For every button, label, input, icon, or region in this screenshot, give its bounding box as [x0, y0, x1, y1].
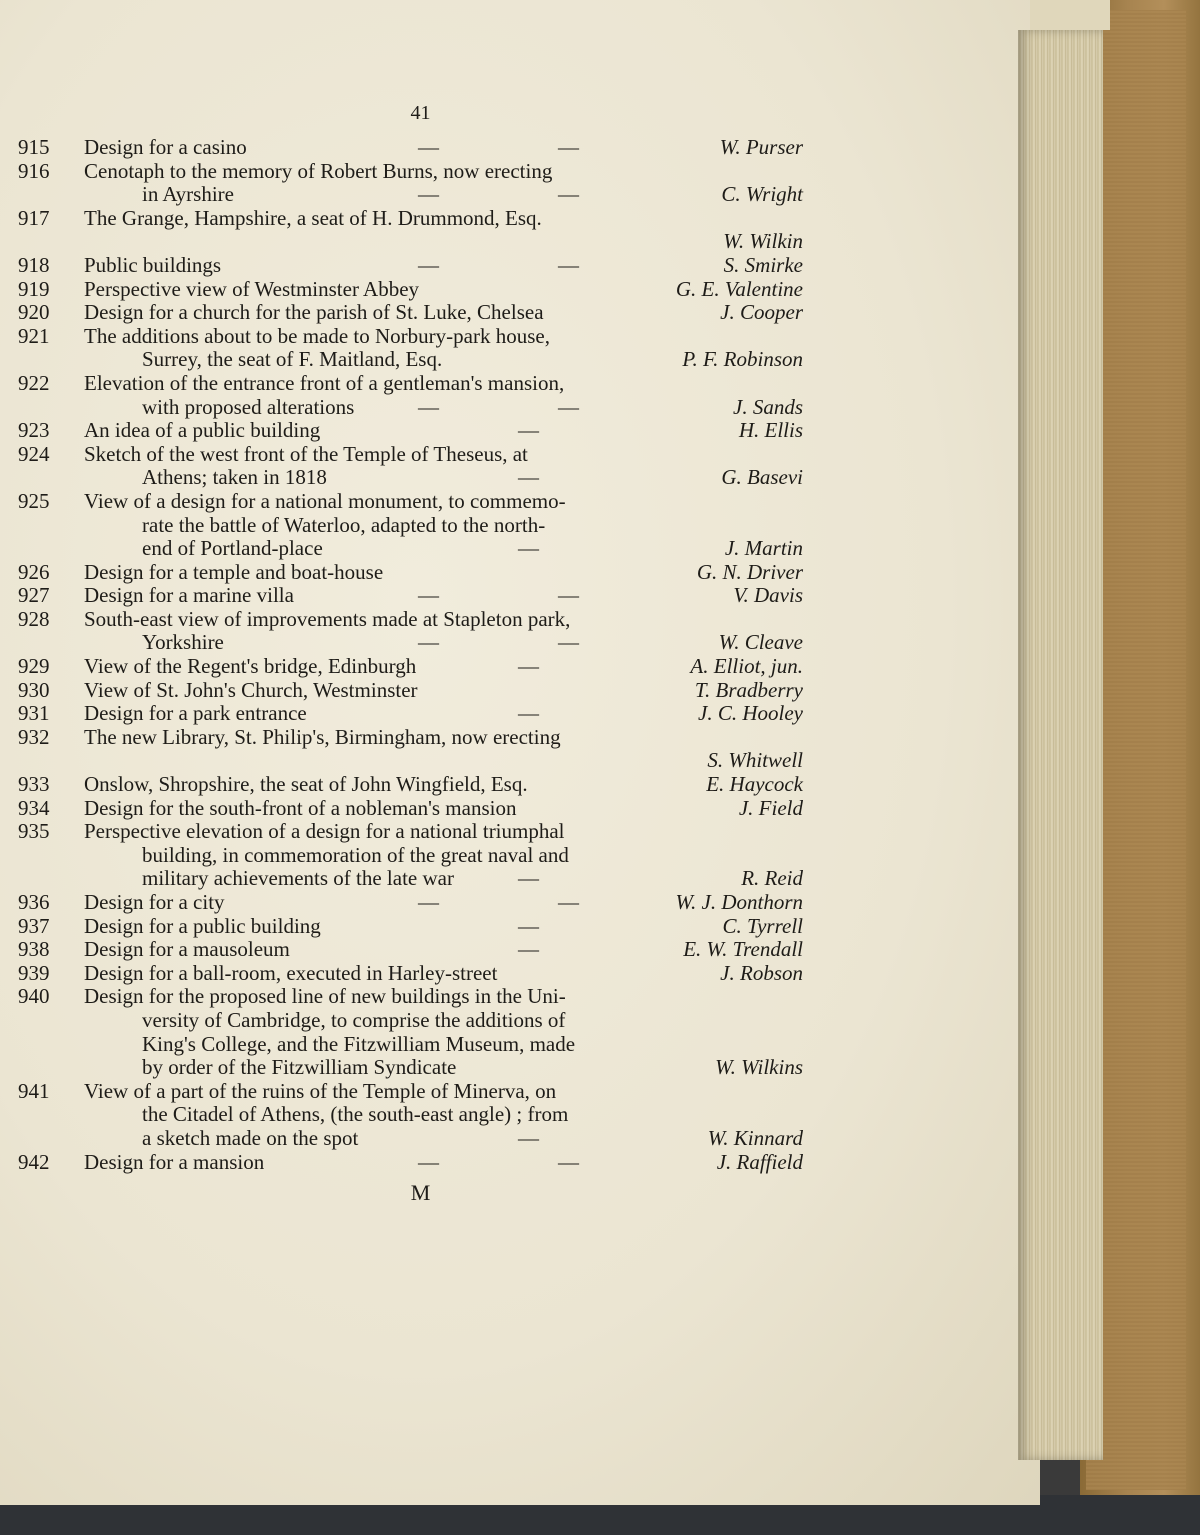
catalogue-text: [18, 100, 803, 1208]
leader-dash: —: [518, 465, 539, 490]
catalogue-line: [18, 891, 803, 915]
leader-dash: —: [518, 866, 539, 891]
entry-title: Design for a park entrance: [84, 701, 307, 726]
entry-number: 930: [18, 677, 50, 702]
entry-title: The Grange, Hampshire, a seat of H. Drummond, Esq.: [84, 205, 542, 230]
catalogue-line: [18, 915, 803, 939]
entry-number: 940: [18, 984, 50, 1009]
entry-number: 924: [18, 441, 50, 466]
entry-artist: W. Kinnard: [707, 1125, 803, 1150]
catalogue-line: [18, 584, 803, 608]
entry-title: a sketch made on the spot: [142, 1125, 359, 1150]
entry-title: Design for a mansion: [84, 1149, 265, 1174]
entry-title: building, in commemoration of the great naval and: [142, 842, 569, 867]
entry-artist: W. Wilkins: [715, 1055, 803, 1080]
entry-artist: C. Tyrrell: [722, 913, 803, 938]
entry-number: 934: [18, 795, 50, 820]
entry-title: end of Portland-place: [142, 536, 323, 561]
catalogue-line: [18, 230, 803, 254]
entry-title: The new Library, St. Philip's, Birmingham, now erecting: [84, 724, 561, 749]
leader-dash: —: [518, 1125, 539, 1150]
entry-artist: J. Raffield: [716, 1149, 803, 1174]
entry-title: View of St. John's Church, Westminster: [84, 677, 418, 702]
entry-title: Surrey, the seat of F. Maitland, Esq.: [142, 347, 443, 372]
entry-number: 919: [18, 276, 50, 301]
catalogue-line: [18, 372, 803, 396]
entry-artist: W. Wilkin: [723, 229, 803, 254]
catalogue-line: [18, 1033, 803, 1057]
entry-number: 932: [18, 724, 50, 749]
entry-title: Design for a mausoleum: [84, 937, 290, 962]
entry-number: 916: [18, 158, 50, 183]
entry-title: with proposed alterations: [142, 394, 355, 419]
entry-number: 918: [18, 252, 50, 277]
leader-dash: —: [518, 418, 539, 443]
leader-dash: —: [558, 135, 579, 159]
leader-dash: —: [418, 394, 439, 419]
catalogue-line: [18, 702, 803, 726]
entry-number: 923: [18, 418, 50, 443]
entry-title: Design for a church for the parish of St. Luke, Chelsea: [84, 300, 544, 325]
catalogue-line: [18, 207, 803, 231]
entry-artist: T. Bradberry: [694, 677, 803, 702]
entry-number: 925: [18, 488, 50, 513]
catalogue-line: [18, 749, 803, 773]
entry-title: Cenotaph to the memory of Robert Burns, now erecting: [84, 158, 553, 183]
entry-title: Design for a public building: [84, 913, 321, 938]
entry-title: Athens; taken in 1818: [142, 465, 327, 490]
entry-title: Design for a casino: [84, 135, 247, 159]
entry-title: View of a part of the ruins of the Temple of Minerva, on: [84, 1078, 557, 1103]
catalogue-line: [18, 1080, 803, 1104]
leader-dash: —: [518, 536, 539, 561]
entry-artist: J. C. Hooley: [698, 701, 803, 726]
entry-title: Sketch of the west front of the Temple of Theseus, at: [84, 441, 528, 466]
entry-artist: G. E. Valentine: [675, 276, 803, 301]
catalogue-line: [18, 561, 803, 585]
entry-title: rate the battle of Waterloo, adapted to the north-: [142, 512, 546, 537]
entry-title: Design for a ball-room, executed in Harley-street: [84, 960, 498, 985]
catalogue-line: [18, 938, 803, 962]
entry-title: An idea of a public building: [84, 418, 321, 443]
entry-title: Design for a city: [84, 890, 225, 914]
catalogue-line: [18, 254, 803, 278]
leader-dash: —: [418, 135, 439, 159]
entry-number: 926: [18, 559, 50, 584]
entry-artist: A. Elliot, jun.: [690, 654, 803, 679]
catalogue-line: [18, 1103, 803, 1127]
catalogue-line: [18, 183, 803, 207]
entry-artist: W. Cleave: [718, 630, 803, 655]
catalogue-line: [18, 301, 803, 325]
catalogue-line: [18, 466, 803, 490]
catalogue-line: [18, 1056, 803, 1080]
catalogue-line: [18, 1127, 803, 1151]
entry-artist: J. Sands: [733, 394, 803, 419]
entry-number: 933: [18, 772, 50, 797]
entry-number: 915: [18, 135, 50, 159]
entry-title: Design for a temple and boat-house: [84, 559, 384, 584]
entry-number: 922: [18, 370, 50, 395]
entry-artist: G. N. Driver: [696, 559, 803, 584]
catalogue-line: [18, 962, 803, 986]
entry-title: versity of Cambridge, to comprise the additions of: [142, 1007, 566, 1032]
entry-artist: J. Martin: [724, 536, 803, 561]
catalogue-line: [18, 490, 803, 514]
entry-number: 938: [18, 937, 50, 962]
entry-number: 929: [18, 654, 50, 679]
entry-title: Elevation of the entrance front of a gentleman's mansion,: [84, 370, 565, 395]
catalogue-line: [18, 631, 803, 655]
entry-title: King's College, and the Fitzwilliam Museum, made: [142, 1031, 576, 1056]
entry-artist: P. F. Robinson: [682, 347, 803, 372]
catalogue-line: [18, 419, 803, 443]
catalogue-line: [18, 867, 803, 891]
entry-artist: S. Smirke: [723, 252, 803, 277]
catalogue-line: [18, 514, 803, 538]
catalogue-line: [18, 136, 803, 160]
entry-title: Design for a marine villa: [84, 583, 294, 608]
leader-dash: —: [558, 252, 579, 277]
catalogue-line: [18, 537, 803, 561]
entry-number: 936: [18, 890, 50, 914]
leader-dash: —: [558, 394, 579, 419]
entry-artist: G. Basevi: [721, 465, 803, 490]
entry-title: Public buildings: [84, 252, 222, 277]
catalogue-line: [18, 348, 803, 372]
entry-number: 928: [18, 606, 50, 631]
leader-dash: —: [418, 1149, 439, 1174]
catalogue-line: [18, 1009, 803, 1033]
entry-number: 941: [18, 1078, 50, 1103]
entry-title: Perspective elevation of a design for a national triumphal: [84, 819, 565, 844]
leader-dash: —: [418, 252, 439, 277]
entry-artist: J. Cooper: [720, 300, 803, 325]
entry-title: The additions about to be made to Norbury-park house,: [84, 323, 550, 348]
entry-title: View of the Regent's bridge, Edinburgh: [84, 654, 417, 679]
entry-artist: W. J. Donthorn: [675, 890, 803, 914]
leader-dash: —: [558, 583, 579, 608]
leader-dash: —: [518, 654, 539, 679]
entry-title: by order of the Fitzwilliam Syndicate: [142, 1055, 457, 1080]
entry-title: South-east view of improvements made at Stapleton park,: [84, 606, 571, 631]
page-number: 41: [410, 102, 431, 124]
page-edges: [1018, 30, 1103, 1460]
leader-dash: —: [418, 182, 439, 207]
catalogue-line: [18, 726, 803, 750]
entry-number: 920: [18, 300, 50, 325]
catalogue-line: [18, 325, 803, 349]
leader-dash: —: [418, 890, 439, 914]
catalogue-line: [18, 1151, 803, 1175]
catalogue-line: [18, 985, 803, 1009]
catalogue-line: [18, 608, 803, 632]
signature-mark: M: [410, 1180, 431, 1206]
catalogue-lines: [18, 136, 803, 1174]
entry-artist: R. Reid: [741, 866, 803, 891]
entry-artist: V. Davis: [733, 583, 803, 608]
entry-title: military achievements of the late war: [142, 866, 454, 891]
entry-artist: W. Purser: [719, 135, 803, 159]
leader-dash: —: [558, 182, 579, 207]
leader-dash: —: [518, 701, 539, 726]
catalogue-line: [18, 773, 803, 797]
catalogue-line: [18, 820, 803, 844]
entry-number: 937: [18, 913, 50, 938]
leader-dash: —: [418, 583, 439, 608]
entry-artist: C. Wright: [721, 182, 803, 207]
catalogue-line: [18, 443, 803, 467]
catalogue-line: [18, 160, 803, 184]
entry-artist: E. W. Trendall: [683, 937, 803, 962]
entry-title: Onslow, Shropshire, the seat of John Wingfield, Esq.: [84, 772, 528, 797]
entry-title: Design for the proposed line of new buildings in the Uni-: [84, 984, 566, 1009]
catalogue-line: [18, 396, 803, 420]
entry-number: 939: [18, 960, 50, 985]
entry-title: Design for the south-front of a nobleman's mansion: [84, 795, 517, 820]
entry-artist: H. Ellis: [738, 418, 803, 443]
entry-title: the Citadel of Athens, (the south-east angle) ; from: [142, 1102, 569, 1127]
entry-title: in Ayrshire: [142, 182, 234, 207]
entry-artist: E. Haycock: [706, 772, 803, 797]
entry-title: Perspective view of Westminster Abbey: [84, 276, 420, 301]
entry-number: 931: [18, 701, 50, 726]
leader-dash: —: [518, 913, 539, 938]
entry-number: 927: [18, 583, 50, 608]
entry-number: 935: [18, 819, 50, 844]
leader-dash: —: [558, 1149, 579, 1174]
entry-title: Yorkshire: [142, 630, 224, 655]
entry-artist: J. Robson: [720, 960, 803, 985]
catalogue-line: [18, 679, 803, 703]
entry-artist: J. Field: [738, 795, 803, 820]
leader-dash: —: [558, 630, 579, 655]
entry-title: View of a design for a national monument, to commemo-: [84, 488, 566, 513]
catalogue-line: [18, 844, 803, 868]
catalogue-line: [18, 797, 803, 821]
catalogue-line: [18, 278, 803, 302]
entry-artist: S. Whitwell: [707, 748, 803, 773]
page-corner: [1030, 0, 1110, 30]
leader-dash: —: [518, 937, 539, 962]
entry-number: 942: [18, 1149, 50, 1174]
entry-number: 917: [18, 205, 50, 230]
leader-dash: —: [558, 890, 579, 914]
entry-number: 921: [18, 323, 50, 348]
leader-dash: —: [418, 630, 439, 655]
catalogue-line: [18, 655, 803, 679]
